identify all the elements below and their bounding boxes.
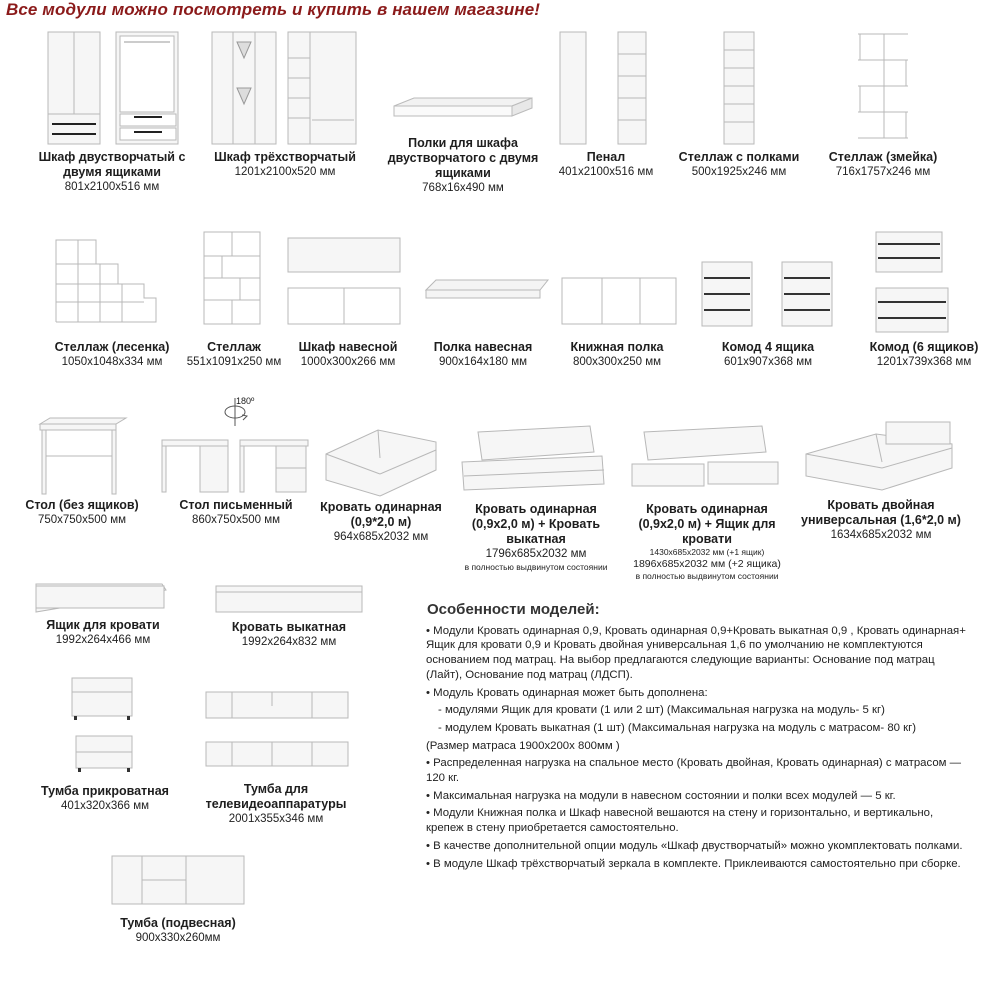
book-shelf-dims: 800x300x250 мм <box>572 356 662 368</box>
hanging-stand-image <box>98 850 258 916</box>
bed-drawer-dims-2: 1896x685x2032 мм (+2 ящика) <box>633 558 781 570</box>
table-name: Стол (без ящиков) <box>25 498 139 512</box>
table-image <box>22 416 142 498</box>
page-title: Все модули можно посмотреть и купить в нашем магазине! <box>6 0 541 19</box>
feature-p6: • Распределенная нагрузка на спальное место (Кровать двойная, Кровать одинарная) с матрасом — 120 кг. <box>426 757 962 785</box>
product-bed-box <box>28 578 178 648</box>
rack-shelves-image <box>670 28 808 150</box>
bed-double-image <box>796 414 966 498</box>
features-title: Особенности моделей: <box>427 601 600 618</box>
desk-name: Стол письменный <box>179 498 293 512</box>
bed-drawer-note: в полностью выдвинутом состоянии <box>635 571 779 581</box>
feature-p10: • В модуле Шкаф трёхстворчатый зеркала в комплекте. Приклеиваются самостоятельно при сборке. <box>426 857 961 870</box>
dresser-4-dims: 601x907x368 мм <box>723 356 813 368</box>
dresser-6-image <box>858 226 990 340</box>
tv-stand-dims: 2001x355x346 мм <box>228 813 324 825</box>
dresser-6-name: Комод (6 ящиков) <box>869 340 979 354</box>
dresser-4-image <box>690 226 846 340</box>
product-wall-cabinet <box>282 226 414 370</box>
product-book-shelf <box>550 226 684 370</box>
bed-pullout-note: в полностью выдвинутом состоянии <box>464 562 608 572</box>
desk-image <box>156 430 316 498</box>
product-hanging-stand <box>98 850 258 946</box>
bed-drawer-image <box>622 418 792 502</box>
product-wardrobe-shelves <box>384 28 542 196</box>
product-rack-ladder <box>46 226 178 370</box>
product-dresser-6 <box>858 226 990 370</box>
wardrobe-3door-image <box>200 28 370 150</box>
bed-double-name: Кровать двойная универсальная (1,6*2,0 м) <box>801 498 961 527</box>
penal-name: Пенал <box>586 150 626 164</box>
wall-cabinet-dims: 1000x300x266 мм <box>300 356 396 368</box>
product-bed-pullout <box>454 418 618 573</box>
bed-roll-image <box>208 580 370 620</box>
product-wall-shelf <box>416 226 550 370</box>
bed-pullout-name: Кровать одинарная (0,9x2,0 м) + Кровать выкатная <box>471 502 601 546</box>
feature-p5: (Размер матраса 1900x200x 800мм ) <box>426 739 620 752</box>
bed-drawer-dims-1: 1430x685x2032 мм (+1 ящик) <box>649 547 765 557</box>
feature-p4: - модулем Кровать выкатная (1 шт) (Максимальная нагрузка на модуль с матрасом- 80 кг) <box>438 721 917 734</box>
rack-shelves-dims: 500x1925x246 мм <box>691 166 787 178</box>
rack-snake-name: Стеллаж (змейка) <box>828 150 938 164</box>
wardrobe-shelves-dims: 768x16x490 мм <box>422 182 504 194</box>
bed-box-image <box>28 578 178 618</box>
product-bed-roll <box>208 580 370 650</box>
penal-dims: 401x2100x516 мм <box>558 166 654 178</box>
bed-double-dims: 1634x685x2032 мм <box>830 529 932 541</box>
rack-name: Стеллаж <box>207 340 261 354</box>
rack-shelves-name: Стеллаж с полками <box>678 150 800 164</box>
penal-image <box>548 28 664 150</box>
rack-ladder-image <box>46 226 178 340</box>
nightstand-dims: 401x320x366 мм <box>60 800 150 812</box>
product-rack-snake <box>818 28 948 180</box>
product-dresser-4 <box>690 226 846 370</box>
wardrobe-shelves-image <box>384 28 542 136</box>
book-shelf-name: Книжная полка <box>570 340 664 354</box>
feature-p3: - модулями Ящик для кровати (1 или 2 шт) (Максимальная нагрузка на модуль- 5 кг) <box>438 704 885 717</box>
bed-single-image <box>318 420 444 500</box>
feature-p7: • Максимальная нагрузка на модули в навесном состоянии и полки всех модулей — 5 кг. <box>426 789 896 802</box>
tv-stand-name: Тумба для телевидеоаппаратуры <box>205 782 347 811</box>
feature-p2: • Модуль Кровать одинарная может быть дополнена: <box>426 686 708 699</box>
wall-shelf-image <box>416 226 550 340</box>
tv-stand-image <box>196 684 356 782</box>
product-bed-single <box>318 420 444 545</box>
rack-snake-image <box>818 28 948 150</box>
rotate-label: 180º <box>236 396 255 406</box>
rack-dims: 551x1091x250 мм <box>186 356 282 368</box>
dresser-4-name: Комод 4 ящика <box>721 340 815 354</box>
bed-roll-name: Кровать выкатная <box>231 620 347 634</box>
bed-drawer-name: Кровать одинарная (0,9x2,0 м) + Ящик для кровати <box>638 502 776 546</box>
table-dims: 750x750x500 мм <box>37 514 127 526</box>
wardrobe-shelves-name: Полки для шкафа двустворчатого с двумя ящиками <box>387 136 539 180</box>
hanging-stand-name: Тумба (подвесная) <box>120 916 236 930</box>
product-nightstand <box>40 672 170 814</box>
wardrobe-3door-dims: 1201x2100x520 мм <box>234 166 336 178</box>
feature-p1: • Модули Кровать одинарная 0,9, Кровать одинарная 0,9+Кровать выкатная 0,9 , Кровать одинарная+ Ящик для кровати 0,9 и Кровать двойная универсальная 1,6 по умолчанию не комплектуются основанием под матрац. На выбор предлагаются следующие варианты: Основание под матрац (Лайт), Основание под матрац (ЛДСП). <box>426 624 966 681</box>
feature-p8: • Модули Книжная полка и Шкаф навесной вешаются на стену и горизонтально, и вертикально, крепеж в стену приобретается самостоятельно. <box>426 807 934 835</box>
desk-dims: 860x750x500 мм <box>191 514 281 526</box>
rotate-180-indicator <box>222 396 262 433</box>
wardrobe-2door-dims: 801x2100x516 мм <box>64 181 160 193</box>
wardrobe-2door-image <box>38 28 186 150</box>
product-bed-double <box>796 414 966 543</box>
bed-roll-dims: 1992x264x832 мм <box>241 636 337 648</box>
rack-image <box>182 226 286 340</box>
product-rack-shelves <box>670 28 808 180</box>
wall-cabinet-image <box>282 226 414 340</box>
rack-ladder-name: Стеллаж (лесенка) <box>54 340 170 354</box>
rack-snake-dims: 716x1757x246 мм <box>835 166 931 178</box>
product-bed-drawer <box>622 418 792 582</box>
dresser-6-dims: 1201x739x368 мм <box>876 356 972 368</box>
product-wardrobe-3door <box>200 28 370 180</box>
product-table <box>22 416 142 528</box>
bed-single-name: Кровать одинарная (0,9*2,0 м) <box>320 500 442 529</box>
bed-pullout-image <box>454 418 618 502</box>
bed-pullout-dims: 1796x685x2032 мм <box>485 548 587 560</box>
rack-ladder-dims: 1050x1048x334 мм <box>61 356 163 368</box>
product-desk <box>156 430 316 528</box>
bed-box-dims: 1992x264x466 мм <box>55 634 151 646</box>
wall-cabinet-name: Шкаф навесной <box>298 340 398 354</box>
features-section <box>426 603 966 874</box>
wardrobe-2door-name: Шкаф двустворчатый с двумя ящиками <box>38 150 186 179</box>
wall-shelf-name: Полка навесная <box>433 340 533 354</box>
bed-box-name: Ящик для кровати <box>46 618 160 632</box>
book-shelf-image <box>550 226 684 340</box>
wall-shelf-dims: 900x164x180 мм <box>438 356 528 368</box>
nightstand-name: Тумба прикроватная <box>41 784 169 798</box>
product-wardrobe-2door <box>38 28 186 195</box>
product-rack <box>182 226 286 370</box>
nightstand-image <box>40 672 170 784</box>
product-tv-stand <box>196 684 356 827</box>
wardrobe-3door-name: Шкаф трёхстворчатый <box>214 150 356 164</box>
product-penal <box>548 28 664 180</box>
bed-single-dims: 964x685x2032 мм <box>333 531 429 543</box>
feature-p9: • В качестве дополнительной опции модуль «Шкаф двустворчатый» можно укомплектовать полками. <box>426 839 963 852</box>
hanging-stand-dims: 900x330x260мм <box>135 932 221 944</box>
